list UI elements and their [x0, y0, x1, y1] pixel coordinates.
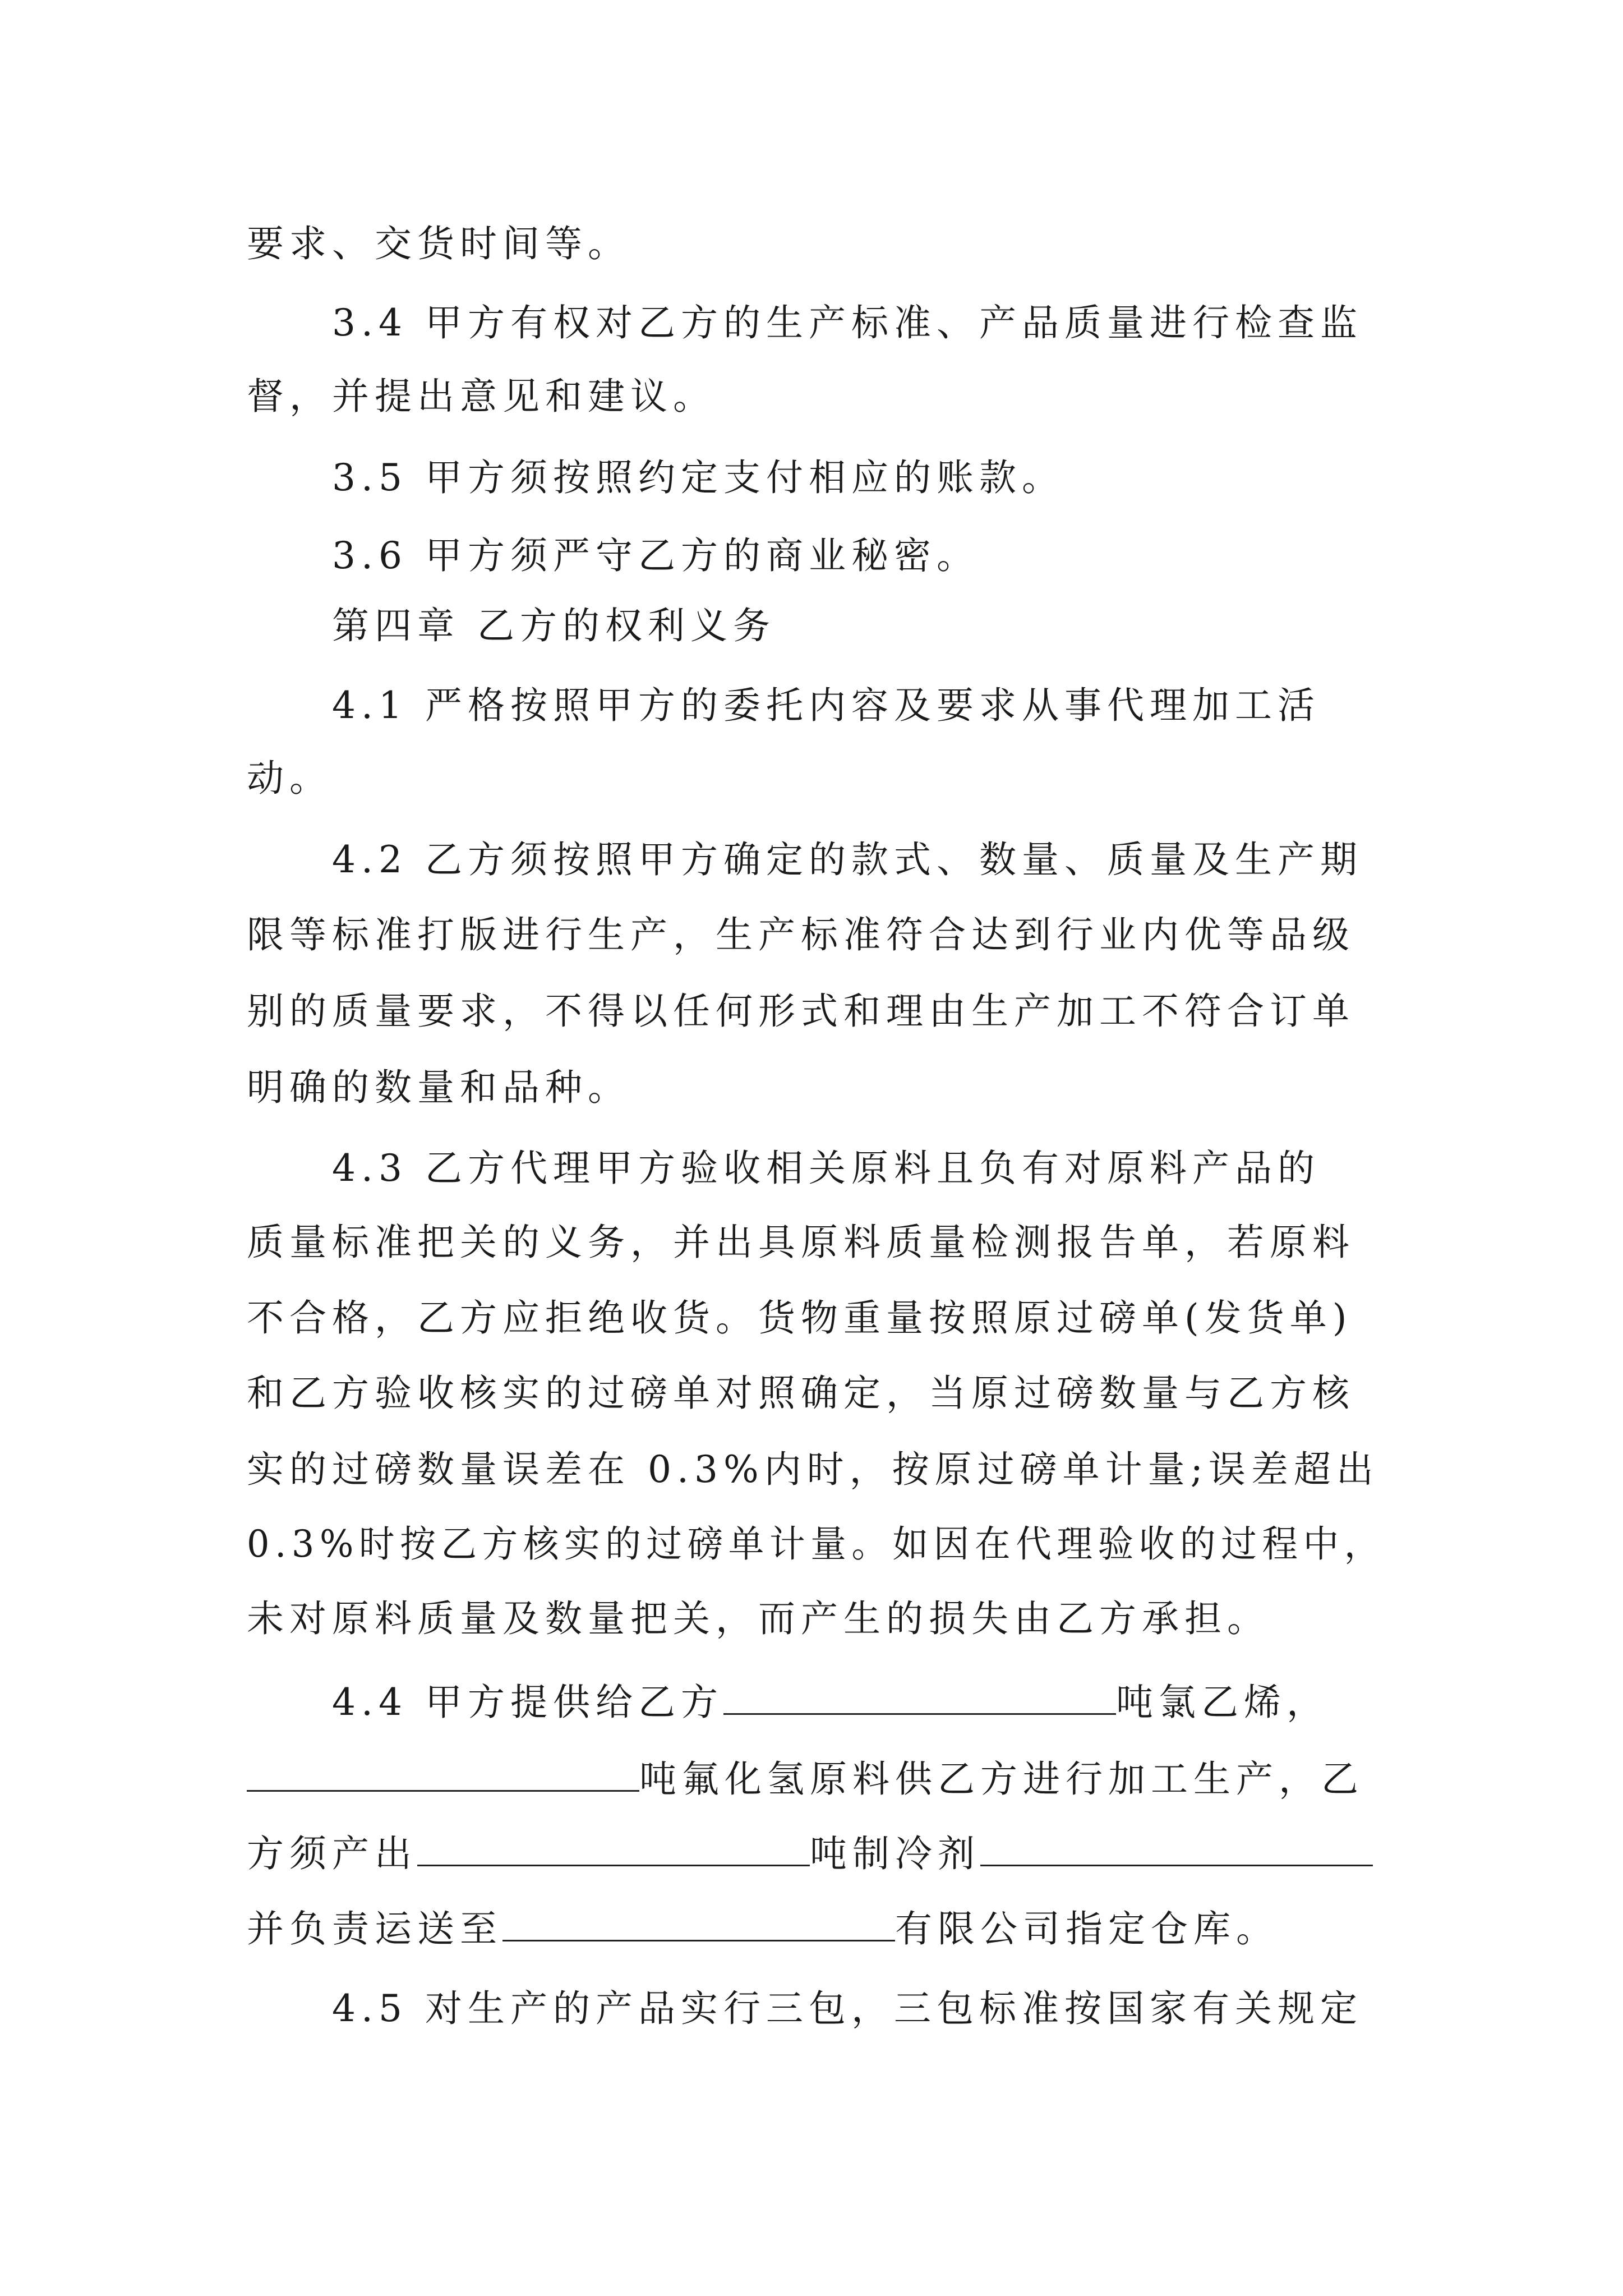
text-line: 不合格，乙方应拒绝收货。货物重量按照原过磅单(发货单) — [247, 1296, 1353, 1340]
blank-field[interactable] — [247, 1759, 639, 1792]
chapter-heading: 第四章 乙方的权利义务 — [332, 604, 776, 647]
blank-field[interactable] — [502, 1908, 895, 1941]
fill-in-line — [247, 1832, 1373, 1875]
text-line: 限等标准打版进行生产，生产标准符合达到行业内优等品级 — [247, 913, 1355, 956]
text-line: 4.5 对生产的产品实行三包，三包标准按国家有关规定 — [332, 1987, 1363, 2030]
line-text: 方须产出 — [247, 1832, 417, 1875]
line-text: 吨氟化氢原料供乙方进行加工生产，乙 — [639, 1757, 1364, 1801]
text-line: 3.5 甲方须按照约定支付相应的账款。 — [332, 456, 1064, 499]
fill-in-line — [247, 1908, 1279, 1948]
text-line: 4.3 乙方代理甲方验收相关原料且负有对原料产品的 — [332, 1147, 1320, 1190]
text-line: 实的过磅数量误差在 0.3%内时，按原过磅单计量;误差超出 — [247, 1448, 1379, 1491]
text-line: 质量标准把关的义务，并出具原料质量检测报告单，若原料 — [247, 1221, 1355, 1264]
text-line: 别的质量要求，不得以任何形式和理由生产加工不符合订单 — [247, 990, 1355, 1033]
text-line: 和乙方验收核实的过磅单对照确定，当原过磅数量与乙方核 — [247, 1372, 1355, 1415]
line-text: 并负责运送至 — [247, 1907, 502, 1950]
text-line: 4.1 严格按照甲方的委托内容及要求从事代理加工活 — [332, 684, 1320, 727]
fill-in-line — [247, 1757, 1364, 1801]
text-line: 明确的数量和品种。 — [247, 1066, 630, 1109]
text-line: 督，并提出意见和建议。 — [247, 375, 716, 418]
fill-in-line — [332, 1681, 1329, 1724]
text-line: 3.6 甲方须严守乙方的商业秘密。 — [332, 534, 979, 577]
text-line: 4.2 乙方须按照甲方确定的款式、数量、质量及生产期 — [332, 838, 1363, 881]
text-line: 动。 — [247, 757, 332, 800]
line-text: 吨氯乙烯， — [1115, 1681, 1329, 1724]
text-line: 0.3%时按乙方核实的过磅单计量。如因在代理验收的过程中， — [247, 1522, 1385, 1566]
text-line: 要求、交货时间等。 — [247, 222, 630, 265]
line-text: 吨制冷剂 — [810, 1832, 980, 1875]
line-text: 4.4 甲方提供给乙方 — [332, 1681, 723, 1724]
blank-field[interactable] — [980, 1833, 1373, 1866]
text-line: 3.4 甲方有权对乙方的生产标准、产品质量进行检查监 — [332, 301, 1363, 344]
line-text: 有限公司指定仓库。 — [895, 1907, 1279, 1950]
text-line: 未对原料质量及数量把关，而产生的损失由乙方承担。 — [247, 1597, 1270, 1640]
blank-field[interactable] — [417, 1833, 810, 1866]
blank-field[interactable] — [723, 1682, 1116, 1715]
